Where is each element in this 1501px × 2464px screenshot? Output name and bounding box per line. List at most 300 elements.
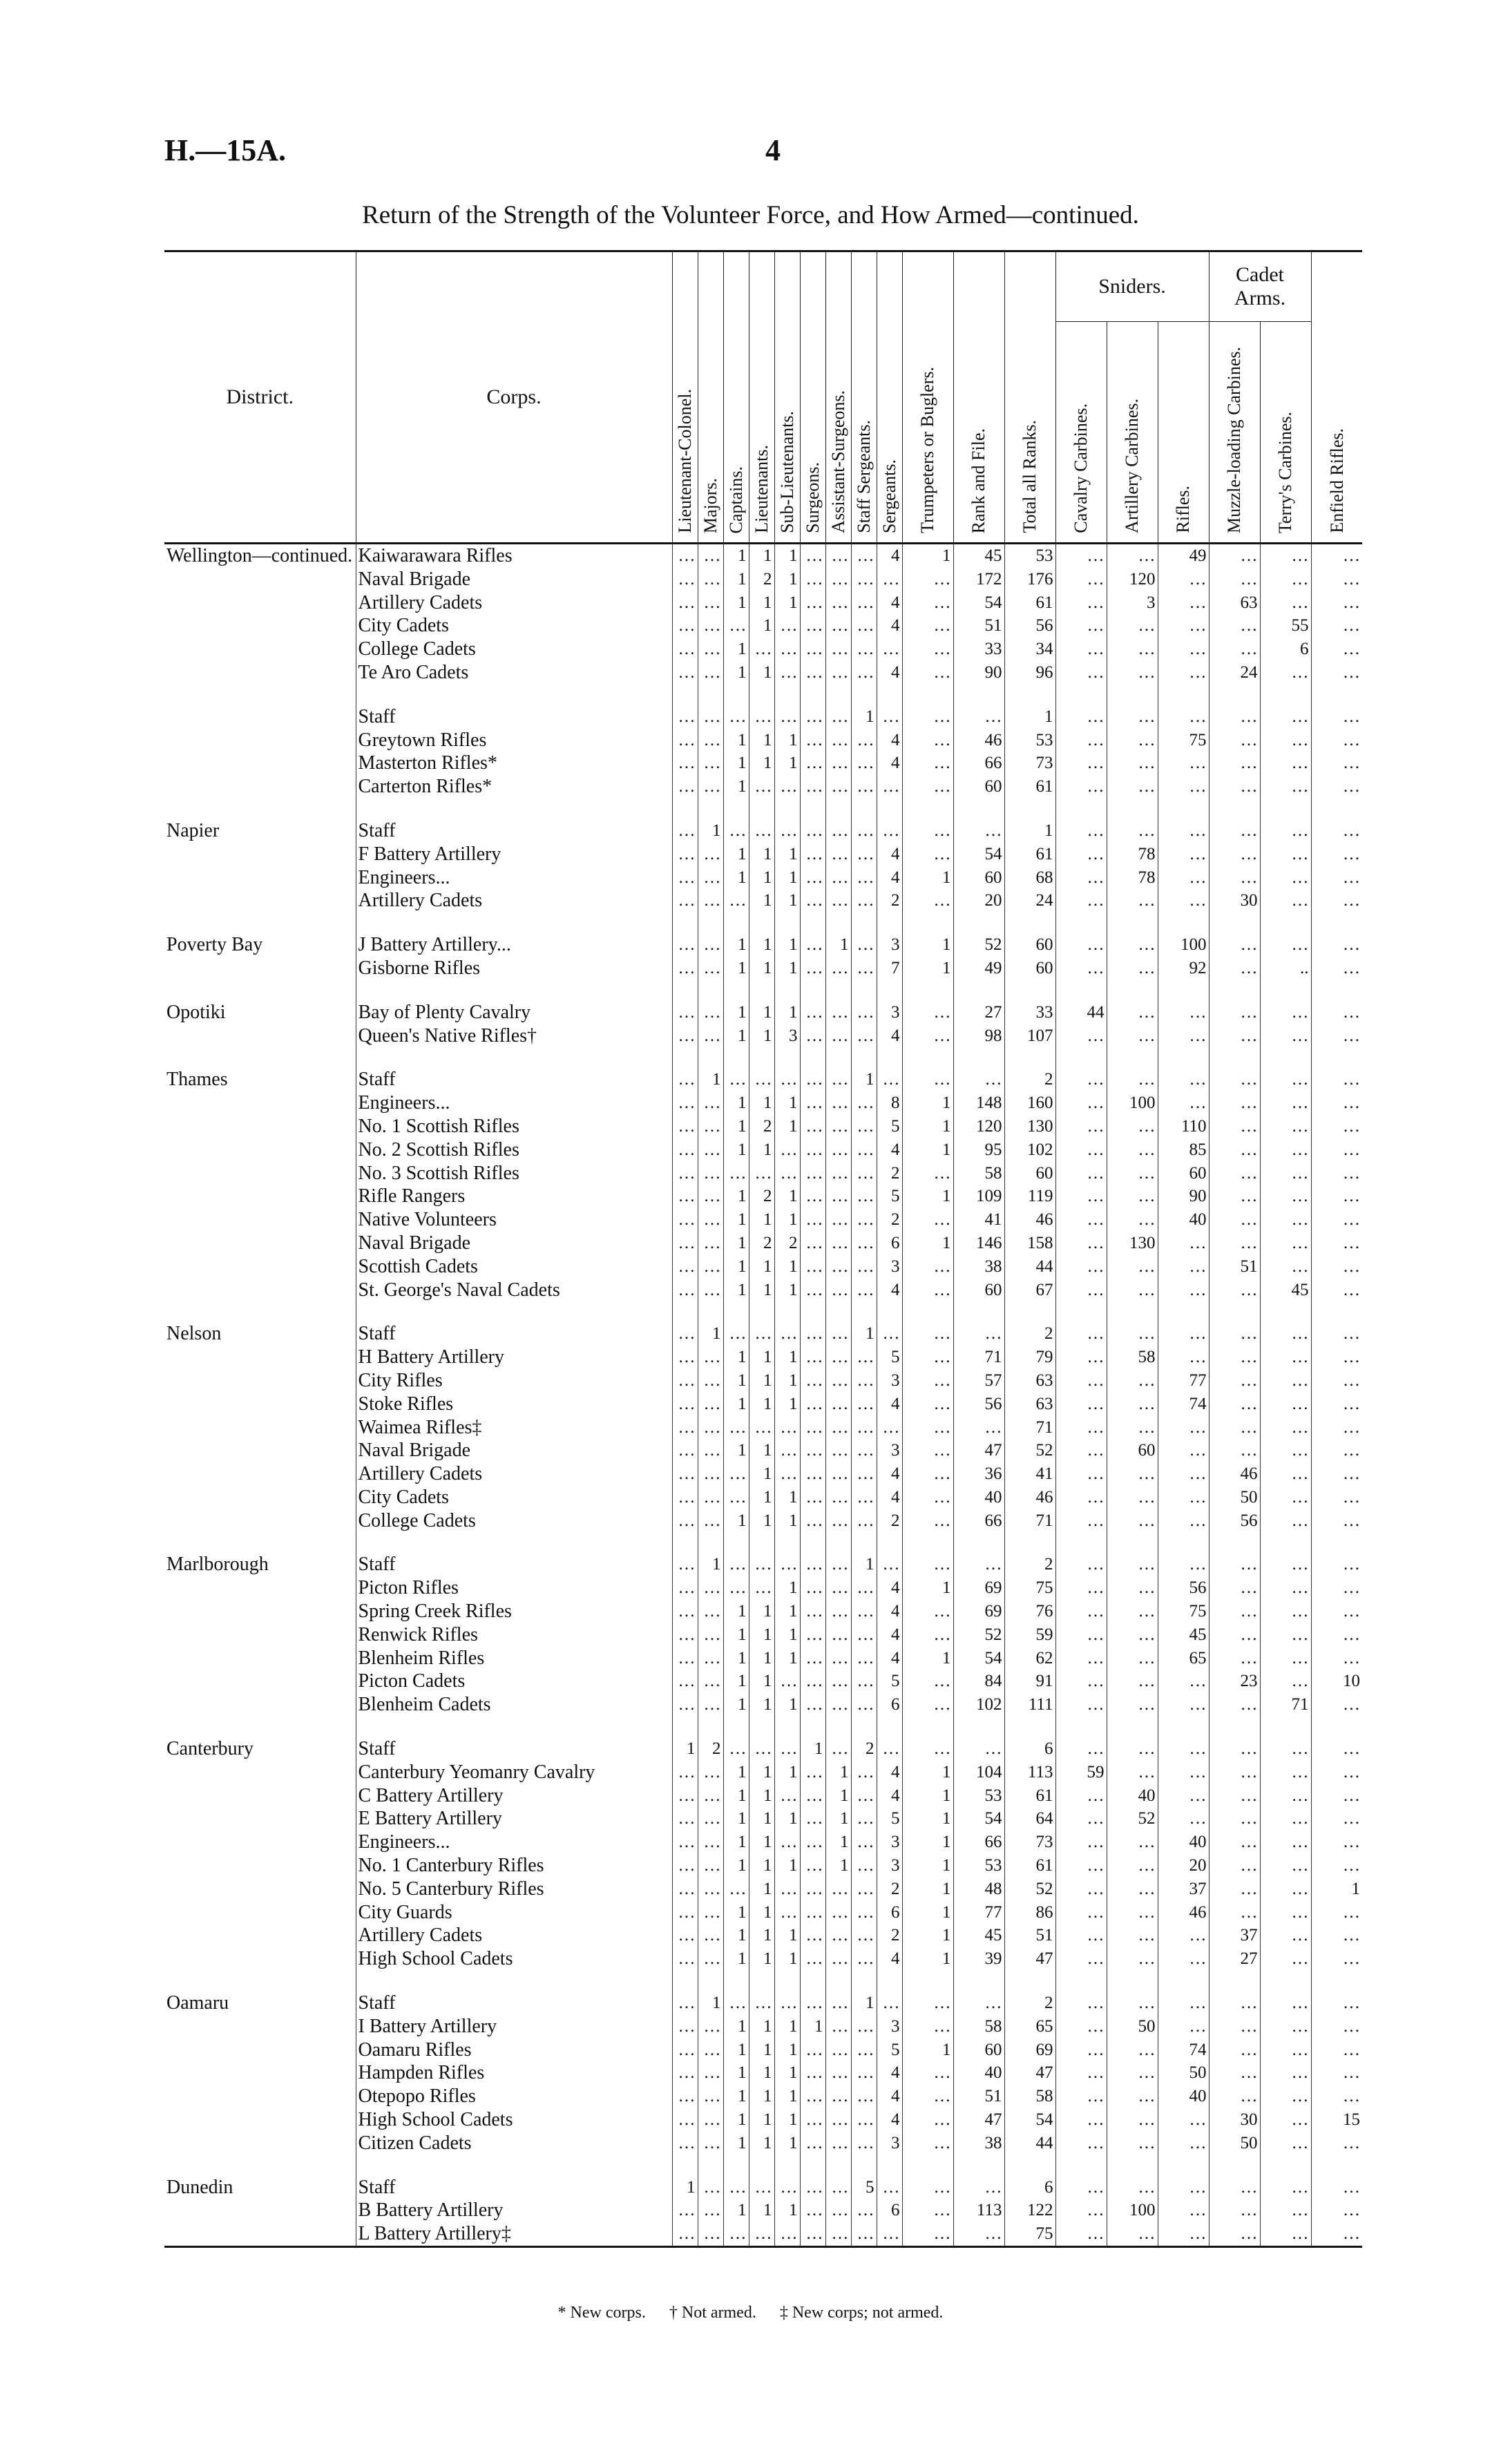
value-cell: … xyxy=(698,1693,723,1717)
value-cell: 1 xyxy=(774,1185,800,1208)
value-cell: … xyxy=(672,1279,698,1302)
value-cell: 1 xyxy=(723,1784,749,1808)
value-cell: … xyxy=(1209,2176,1260,2199)
value-cell: … xyxy=(1209,1737,1260,1761)
value-cell: 1 xyxy=(774,591,800,615)
corps-cell: Native Volunteers xyxy=(356,1208,672,1232)
value-cell: … xyxy=(1311,1831,1362,1854)
value-cell: … xyxy=(1260,2199,1311,2222)
value-cell: … xyxy=(672,1992,698,2015)
value-cell: … xyxy=(1311,1462,1362,1486)
value-cell: … xyxy=(953,1992,1004,2015)
value-cell: 1 xyxy=(723,2132,749,2155)
value-cell: 1 xyxy=(723,1509,749,1533)
value-cell: … xyxy=(1260,1439,1311,1462)
value-cell: 109 xyxy=(953,1185,1004,1208)
value-cell: … xyxy=(877,1553,902,1576)
value-cell: … xyxy=(825,568,851,591)
corps-cell: High School Cadets xyxy=(356,1947,672,1971)
value-cell: … xyxy=(672,568,698,591)
value-cell: … xyxy=(1311,2085,1362,2108)
value-cell: … xyxy=(851,2199,877,2222)
table-row xyxy=(164,889,1362,913)
value-cell: 52 xyxy=(1107,1807,1158,1831)
value-cell: … xyxy=(672,1462,698,1486)
value-cell: … xyxy=(1107,1462,1158,1486)
value-cell: 3 xyxy=(877,1001,902,1024)
value-cell: … xyxy=(902,729,953,752)
value-cell: … xyxy=(800,2222,825,2246)
value-cell: … xyxy=(1107,1600,1158,1623)
value-cell: 50 xyxy=(1158,2061,1209,2085)
corps-cell: Staff xyxy=(356,2176,672,2199)
value-cell: 40 xyxy=(1158,1208,1209,1232)
value-cell: … xyxy=(825,1992,851,2015)
value-cell: 1 xyxy=(774,568,800,591)
value-cell: 15 xyxy=(1311,2108,1362,2132)
value-cell: … xyxy=(1311,933,1362,957)
value-cell: … xyxy=(698,1232,723,1255)
value-cell: 1 xyxy=(749,1091,774,1115)
value-cell: … xyxy=(800,775,825,799)
value-cell: 74 xyxy=(1158,1393,1209,1416)
value-cell: 1 xyxy=(749,1486,774,1509)
value-cell: 78 xyxy=(1107,843,1158,866)
corps-cell: Renwick Rifles xyxy=(356,1623,672,1647)
value-cell: … xyxy=(825,1068,851,1091)
corps-cell: Engineers... xyxy=(356,1091,672,1115)
strength-table xyxy=(164,250,1362,2251)
corps-cell: No. 1 Canterbury Rifles xyxy=(356,1854,672,1878)
value-cell: … xyxy=(1158,752,1209,775)
district-cell xyxy=(164,705,356,729)
value-cell: … xyxy=(1107,1024,1158,1048)
value-cell: 104 xyxy=(953,1761,1004,1784)
value-cell: 76 xyxy=(1004,1600,1055,1623)
value-cell: 1 xyxy=(749,544,774,568)
value-cell: 30 xyxy=(1209,889,1260,913)
value-cell: 1 xyxy=(774,843,800,866)
value-cell: … xyxy=(1158,1992,1209,2015)
value-cell: … xyxy=(774,1878,800,1901)
value-cell: … xyxy=(800,2108,825,2132)
value-cell: 2 xyxy=(1004,1068,1055,1091)
value-cell: … xyxy=(749,1576,774,1600)
value-cell: … xyxy=(851,1369,877,1393)
value-cell: 57 xyxy=(953,1369,1004,1393)
col-header: Sub-Lieutenants. xyxy=(776,411,797,533)
value-cell: … xyxy=(672,1761,698,1784)
value-cell: 5 xyxy=(877,1670,902,1693)
value-cell: … xyxy=(1055,1831,1107,1854)
value-cell: … xyxy=(698,1807,723,1831)
value-cell: … xyxy=(1107,2038,1158,2062)
value-cell: 2 xyxy=(877,889,902,913)
value-cell: … xyxy=(800,614,825,638)
value-cell: … xyxy=(672,544,698,568)
value-cell: … xyxy=(851,1947,877,1971)
value-cell: … xyxy=(800,1322,825,1346)
table-row xyxy=(164,1947,1362,1971)
value-cell: … xyxy=(800,1138,825,1162)
district-cell xyxy=(164,1807,356,1831)
district-cell xyxy=(164,843,356,866)
value-cell: 4 xyxy=(877,729,902,752)
value-cell: 120 xyxy=(953,1115,1004,1138)
value-cell: 5 xyxy=(877,1346,902,1369)
value-cell: … xyxy=(672,1232,698,1255)
value-cell: … xyxy=(698,591,723,615)
table-row xyxy=(164,1369,1362,1393)
value-cell: … xyxy=(825,1901,851,1925)
value-cell: 58 xyxy=(953,2015,1004,2038)
col-header: Trumpeters or Buglers. xyxy=(917,367,938,533)
value-cell: … xyxy=(800,1091,825,1115)
value-cell: 1 xyxy=(774,1693,800,1717)
value-cell: 24 xyxy=(1004,889,1055,913)
value-cell: … xyxy=(1260,1024,1311,1048)
table-row xyxy=(164,1115,1362,1138)
value-cell: 52 xyxy=(953,933,1004,957)
value-cell: 1 xyxy=(749,957,774,980)
value-cell: 1 xyxy=(774,1208,800,1232)
value-cell: … xyxy=(1260,1091,1311,1115)
value-cell: … xyxy=(672,2038,698,2062)
value-cell: … xyxy=(851,1091,877,1115)
value-cell: … xyxy=(672,957,698,980)
value-cell: … xyxy=(1055,1647,1107,1670)
value-cell: 1 xyxy=(749,1924,774,1947)
value-cell: … xyxy=(1209,614,1260,638)
value-cell: … xyxy=(851,819,877,843)
value-cell: … xyxy=(1311,1091,1362,1115)
value-cell: 1 xyxy=(902,1761,953,1784)
value-cell: … xyxy=(1158,843,1209,866)
value-cell: … xyxy=(774,1162,800,1185)
value-cell: … xyxy=(851,2015,877,2038)
value-cell: … xyxy=(800,638,825,661)
value-cell: … xyxy=(1055,1992,1107,2015)
value-cell: … xyxy=(1311,1901,1362,1925)
value-cell: … xyxy=(825,1001,851,1024)
corps-cell: City Rifles xyxy=(356,1369,672,1393)
value-cell: … xyxy=(1209,775,1260,799)
value-cell: … xyxy=(902,1623,953,1647)
value-cell: … xyxy=(1311,568,1362,591)
value-cell: … xyxy=(1311,1162,1362,1185)
value-cell: 1 xyxy=(774,1393,800,1416)
value-cell: … xyxy=(1158,1737,1209,1761)
value-cell: … xyxy=(1055,866,1107,890)
value-cell: 1 xyxy=(902,1807,953,1831)
value-cell: … xyxy=(851,1509,877,1533)
value-cell: … xyxy=(1158,1693,1209,1717)
value-cell: … xyxy=(774,819,800,843)
value-cell: 8 xyxy=(877,1091,902,1115)
corps-cell: Blenheim Rifles xyxy=(356,1647,672,1670)
value-cell: 130 xyxy=(1004,1115,1055,1138)
value-cell: … xyxy=(825,819,851,843)
value-cell: … xyxy=(1209,2061,1260,2085)
col-header: Terry's Carbines. xyxy=(1275,411,1296,533)
value-cell: … xyxy=(1055,1553,1107,1576)
table-row xyxy=(164,933,1362,957)
value-cell: … xyxy=(672,638,698,661)
value-cell: 4 xyxy=(877,614,902,638)
value-cell: … xyxy=(825,1553,851,1576)
value-cell: … xyxy=(672,1346,698,1369)
value-cell: … xyxy=(1055,2038,1107,2062)
district-cell: Oamaru xyxy=(166,1992,229,2014)
value-cell: … xyxy=(1055,1600,1107,1623)
value-cell: … xyxy=(800,1486,825,1509)
value-cell: 4 xyxy=(877,1761,902,1784)
district-cell xyxy=(164,661,356,685)
value-cell: … xyxy=(698,2199,723,2222)
value-cell: 1 xyxy=(902,1138,953,1162)
value-cell: … xyxy=(1260,933,1311,957)
value-cell: … xyxy=(800,1232,825,1255)
value-cell: … xyxy=(851,2108,877,2132)
district-cell xyxy=(164,1115,356,1138)
value-cell: … xyxy=(672,1416,698,1440)
value-cell: 1 xyxy=(749,729,774,752)
value-cell: … xyxy=(1055,1416,1107,1440)
value-cell: 2 xyxy=(1004,1322,1055,1346)
value-cell: … xyxy=(825,775,851,799)
table-row xyxy=(164,1761,1362,1784)
value-cell: 1 xyxy=(698,1322,723,1346)
value-cell: … xyxy=(1055,1670,1107,1693)
value-cell: … xyxy=(1311,2015,1362,2038)
value-cell: … xyxy=(1209,705,1260,729)
value-cell: … xyxy=(1055,591,1107,615)
value-cell: … xyxy=(902,591,953,615)
value-cell: 102 xyxy=(1004,1138,1055,1162)
value-cell: … xyxy=(825,2061,851,2085)
value-cell: … xyxy=(672,1600,698,1623)
footnote: † Not armed. xyxy=(669,2304,756,2322)
value-cell: 33 xyxy=(1004,1001,1055,1024)
value-cell: … xyxy=(825,1393,851,1416)
value-cell: 1 xyxy=(800,2015,825,2038)
value-cell: … xyxy=(1260,2176,1311,2199)
value-cell: … xyxy=(1107,2132,1158,2155)
col-header: Lieutenant-Colonel. xyxy=(674,389,695,533)
corps-cell: Artillery Cadets xyxy=(356,1924,672,1947)
value-cell: … xyxy=(1260,1346,1311,1369)
value-cell: 3 xyxy=(877,1831,902,1854)
value-cell: … xyxy=(877,1322,902,1346)
value-cell: … xyxy=(1107,544,1158,568)
value-cell: 69 xyxy=(953,1576,1004,1600)
value-cell: 102 xyxy=(953,1693,1004,1717)
value-cell: 1 xyxy=(774,1369,800,1393)
value-cell: … xyxy=(1158,1232,1209,1255)
district-cell xyxy=(164,1901,356,1925)
corps-cell: Staff xyxy=(356,1737,672,1761)
value-cell: 1 xyxy=(723,775,749,799)
value-cell: … xyxy=(1107,1831,1158,1854)
value-cell: … xyxy=(774,638,800,661)
value-cell: … xyxy=(825,2222,851,2246)
value-cell: … xyxy=(1055,775,1107,799)
value-cell: 1 xyxy=(723,1138,749,1162)
corps-cell: No. 2 Scottish Rifles xyxy=(356,1138,672,1162)
district-cell xyxy=(164,1486,356,1509)
value-cell: 1 xyxy=(774,866,800,890)
value-cell: … xyxy=(1209,1232,1260,1255)
value-cell: … xyxy=(851,1831,877,1854)
value-cell: … xyxy=(1209,1115,1260,1138)
value-cell: 130 xyxy=(1107,1232,1158,1255)
value-cell: 71 xyxy=(1004,1509,1055,1533)
value-cell: … xyxy=(1260,1068,1311,1091)
value-cell: … xyxy=(800,1854,825,1878)
group-spacer xyxy=(164,1971,1362,1992)
table-row xyxy=(164,1162,1362,1185)
value-cell: … xyxy=(672,1947,698,1971)
district-cell: Thames xyxy=(166,1069,228,1091)
value-cell: 1 xyxy=(723,638,749,661)
value-cell: … xyxy=(800,1115,825,1138)
value-cell: 50 xyxy=(1209,1486,1260,1509)
value-cell: … xyxy=(672,2061,698,2085)
value-cell: 1 xyxy=(774,1509,800,1533)
value-cell: … xyxy=(800,1416,825,1440)
value-cell: … xyxy=(902,752,953,775)
table-row xyxy=(164,1208,1362,1232)
value-cell: … xyxy=(1209,544,1260,568)
table-row xyxy=(164,1807,1362,1831)
value-cell: 58 xyxy=(1004,2085,1055,2108)
value-cell: … xyxy=(1055,1185,1107,1208)
value-cell: … xyxy=(1209,1185,1260,1208)
value-cell: … xyxy=(851,933,877,957)
value-cell: … xyxy=(1311,1068,1362,1091)
value-cell: … xyxy=(953,1068,1004,1091)
group-spacer xyxy=(164,980,1362,1001)
value-cell: … xyxy=(851,889,877,913)
value-cell: … xyxy=(1209,2015,1260,2038)
value-cell: 1 xyxy=(698,819,723,843)
value-cell: … xyxy=(902,2061,953,2085)
value-cell: … xyxy=(698,729,723,752)
value-cell: … xyxy=(1158,568,1209,591)
value-cell: … xyxy=(698,2222,723,2246)
value-cell: … xyxy=(800,2132,825,2155)
value-cell: 1 xyxy=(1004,819,1055,843)
value-cell: … xyxy=(1107,1279,1158,1302)
value-cell: 64 xyxy=(1004,1807,1055,1831)
value-cell: 1 xyxy=(723,544,749,568)
district-cell xyxy=(164,568,356,591)
district-cell xyxy=(164,1369,356,1393)
value-cell: … xyxy=(698,2176,723,2199)
value-cell: … xyxy=(1311,1693,1362,1717)
table-row xyxy=(164,1693,1362,1717)
corps-cell: High School Cadets xyxy=(356,2108,672,2132)
value-cell: … xyxy=(1055,1091,1107,1115)
value-cell: … xyxy=(723,2176,749,2199)
corps-header: Corps. xyxy=(356,251,672,544)
value-cell: 1 xyxy=(774,1279,800,1302)
table-row xyxy=(164,591,1362,615)
value-cell: 60 xyxy=(953,2038,1004,2062)
value-cell: 1 xyxy=(749,1138,774,1162)
value-cell: 1 xyxy=(749,1947,774,1971)
value-cell: … xyxy=(825,1509,851,1533)
value-cell: … xyxy=(851,866,877,890)
corps-cell: Te Aro Cadets xyxy=(356,661,672,685)
value-cell: … xyxy=(698,614,723,638)
value-cell: … xyxy=(698,1831,723,1854)
value-cell: … xyxy=(1107,1509,1158,1533)
value-cell: 1 xyxy=(723,1807,749,1831)
value-cell: … xyxy=(774,1439,800,1462)
group-spacer xyxy=(164,1047,1362,1068)
value-cell: 1 xyxy=(825,1854,851,1878)
value-cell: 91 xyxy=(1004,1670,1055,1693)
value-cell: … xyxy=(1209,1878,1260,1901)
value-cell: … xyxy=(1311,1761,1362,1784)
value-cell: … xyxy=(1107,1393,1158,1416)
value-cell: … xyxy=(800,1623,825,1647)
value-cell: … xyxy=(851,1647,877,1670)
value-cell: … xyxy=(1311,866,1362,890)
value-cell: … xyxy=(774,1784,800,1808)
value-cell: 1 xyxy=(774,1001,800,1024)
table-row xyxy=(164,1623,1362,1647)
value-cell: 37 xyxy=(1158,1878,1209,1901)
value-cell: … xyxy=(1311,1369,1362,1393)
value-cell: … xyxy=(1107,1185,1158,1208)
value-cell: 2 xyxy=(851,1737,877,1761)
value-cell: … xyxy=(851,1901,877,1925)
value-cell: … xyxy=(1055,1346,1107,1369)
value-cell: … xyxy=(851,957,877,980)
col-header: Artillery Carbines. xyxy=(1122,399,1143,533)
corps-cell: Engineers... xyxy=(356,866,672,890)
value-cell: … xyxy=(851,2038,877,2062)
value-cell: 1 xyxy=(749,1346,774,1369)
value-cell: … xyxy=(902,2085,953,2108)
value-cell: … xyxy=(902,819,953,843)
value-cell: … xyxy=(1107,2085,1158,2108)
value-cell: … xyxy=(800,1393,825,1416)
value-cell: 1 xyxy=(774,1346,800,1369)
value-cell: … xyxy=(1107,614,1158,638)
value-cell: 41 xyxy=(953,1208,1004,1232)
value-cell: 110 xyxy=(1158,1115,1209,1138)
value-cell: 4 xyxy=(877,661,902,685)
value-cell: 1 xyxy=(749,2199,774,2222)
value-cell: … xyxy=(672,933,698,957)
value-cell: … xyxy=(1209,1807,1260,1831)
value-cell: 53 xyxy=(953,1784,1004,1808)
value-cell: 6 xyxy=(877,1901,902,1925)
value-cell: 1 xyxy=(672,1737,698,1761)
value-cell: 1 xyxy=(723,1947,749,1971)
value-cell: … xyxy=(1055,1947,1107,1971)
corps-cell: F Battery Artillery xyxy=(356,843,672,866)
value-cell: … xyxy=(902,1393,953,1416)
district-cell xyxy=(164,591,356,615)
value-cell: … xyxy=(1209,729,1260,752)
value-cell: 1 xyxy=(774,1115,800,1138)
value-cell: … xyxy=(1158,2108,1209,2132)
value-cell: … xyxy=(749,2222,774,2246)
